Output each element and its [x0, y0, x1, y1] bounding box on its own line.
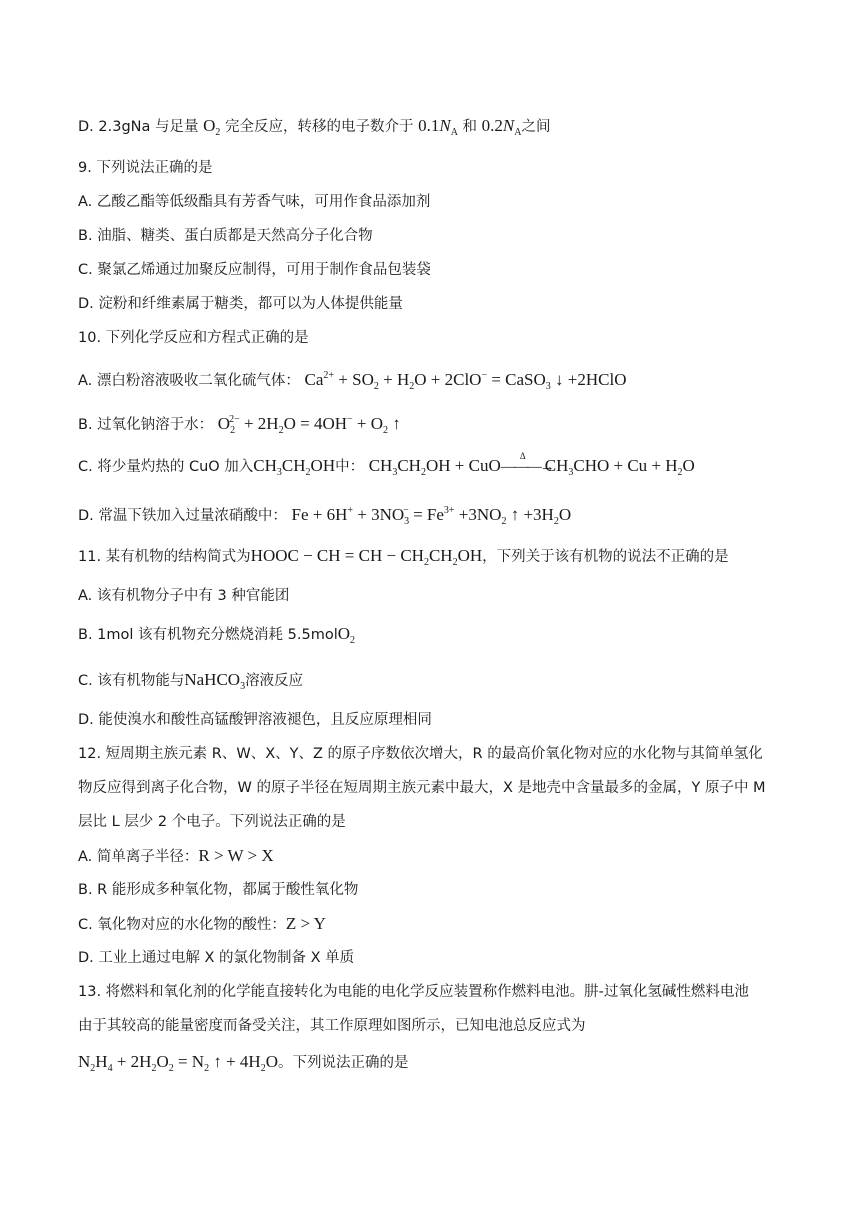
q12c-text: C. 氧化物对应的水化物的酸性： — [78, 917, 286, 933]
q8d-text: D. 2.3gNa 与足量 — [78, 119, 199, 135]
q10b-text: B. 过氧化钠溶于水： — [78, 417, 214, 433]
q12c-relation: Z > Y — [285, 914, 326, 933]
q11-option-a: A. 该有机物分子中有 3 种官能团 — [78, 588, 290, 604]
q13-equation: $N_2H_4 + 2H_2O_2 = N_2$ ↑ + $4H_2O$ — [78, 1052, 278, 1074]
q11-tail: ，下列关于该有机物的说法不正确的是 — [482, 549, 729, 565]
q11-structure: HOOC − CH = CH − $CH_2CH_2OH$ — [250, 546, 483, 568]
q10-stem: 10. 下列化学反应和方程式正确的是 — [78, 330, 309, 346]
q8d-tail: 之间 — [521, 119, 551, 135]
q11-stem — [78, 546, 729, 573]
q9-option-b: B. 油脂、糖类、蛋白质都是天然高分子化合物 — [78, 228, 373, 244]
q11c-tail: 溶液反应 — [245, 673, 304, 689]
q9-option-a: A. 乙酸乙酯等低级酯具有芳香气味，可用作食品添加剂 — [78, 194, 431, 210]
na-02: $0.2N_A$ — [481, 116, 522, 138]
q11-text: 11. 某有机物的结构简式为 — [78, 549, 251, 565]
q9-stem: 9. 下列说法正确的是 — [78, 160, 213, 176]
q12-stem-line-2: 物反应得到离子化合物，W 的原子半径在短周期主族元素中最大，X 是地壳中含量最多的金属，Y 原子中 M — [78, 780, 766, 796]
q10b-equation: $O_2^{2-} + 2H_2O = 4OH^- + O_2$ ↑ — [217, 414, 401, 436]
q12-stem-line-3: 层比 L 层少 2 个电子。下列说法正确的是 — [78, 814, 346, 830]
q11b-text: B. 1mol 该有机物充分燃烧消耗 5.5mol — [78, 627, 338, 643]
q12a-relation: R > W > X — [198, 846, 274, 865]
q10d-equation: $Fe + 6H^+ + 3NO_3^- = Fe^{3+} +3NO_2$ ↑ $+3H_2O$ — [291, 505, 572, 527]
q11-option-d: D. 能使溴水和酸性高锰酸钾溶液褪色，且反应原理相同 — [78, 712, 432, 728]
q11-option-c — [78, 670, 303, 697]
q9-option-c: C. 聚氯乙烯通过加聚反应制得，可用于制作食品包装袋 — [78, 262, 431, 278]
q8-option-d — [78, 116, 550, 143]
q8d-and: 和 — [462, 119, 478, 135]
q13-stem-line-3 — [78, 1052, 409, 1079]
q10d-text: D. 常温下铁加入过量浓硝酸中： — [78, 508, 287, 524]
q11-option-b — [78, 624, 355, 651]
q13-stem-line-1: 13. 将燃料和氧化剂的化学能直接转化为电能的电化学反应装置称作燃料电池。肼-过氧化氢碱性燃料电池 — [78, 984, 749, 1000]
q12-option-a — [78, 846, 274, 867]
q10-option-c — [78, 451, 695, 483]
nahco3-formula: NaHCO$_3$ — [184, 670, 246, 692]
q12-stem-line-1: 12. 短周期主族元素 R、W、X、Y、Z 的原子序数依次增大，R 的最高价氧化物对应的水化物与其简单氢化 — [78, 746, 763, 762]
q12-option-d: D. 工业上通过电解 X 的氯化物制备 X 单质 — [78, 950, 355, 966]
q12-option-b: B. R 能形成多种氧化物，都属于酸性氧化物 — [78, 882, 359, 898]
q10c-mid: 中： — [335, 459, 365, 475]
q10-option-d — [78, 501, 571, 532]
q10a-text: A. 漂白粉溶液吸收二氧化硫气体： — [78, 373, 300, 389]
q8d-text-2: 完全反应，转移的电子数介于 — [225, 119, 414, 135]
q10-option-a — [78, 366, 626, 397]
o2-formula: $O_2$ — [203, 116, 221, 138]
o2-formula-2: $O_2$ — [337, 624, 355, 646]
q13-tail: 。下列说法正确的是 — [278, 1055, 409, 1071]
na-01: $0.1N_A$ — [418, 116, 458, 138]
q10c-text: C. 将少量灼热的 CuO 加入 — [78, 459, 254, 475]
q11c-text: C. 该有机物能与 — [78, 673, 185, 689]
q13-stem-line-2: 由于其较高的能量密度而备受关注，其工作原理如图所示，已知电池总反应式为 — [78, 1018, 586, 1034]
q12a-text: A. 简单离子半径： — [78, 849, 199, 865]
ethanol-formula: $CH_3CH_2OH$ — [253, 456, 336, 478]
q10c-equation: $CH_3CH_2OH$ + CuO Δ $———\to CH_3CHO + Cu + H_2O$ — [368, 451, 695, 478]
q9-option-d: D. 淀粉和纤维素属于糖类，都可以为人体提供能量 — [78, 296, 403, 312]
q10a-equation: $Ca^{2+} + SO_2 + H_2O + 2ClO^-$ = CaSO$_3$ ↓ +2HClO — [304, 370, 627, 392]
q10-option-b — [78, 410, 401, 441]
q12-option-c — [78, 914, 326, 935]
